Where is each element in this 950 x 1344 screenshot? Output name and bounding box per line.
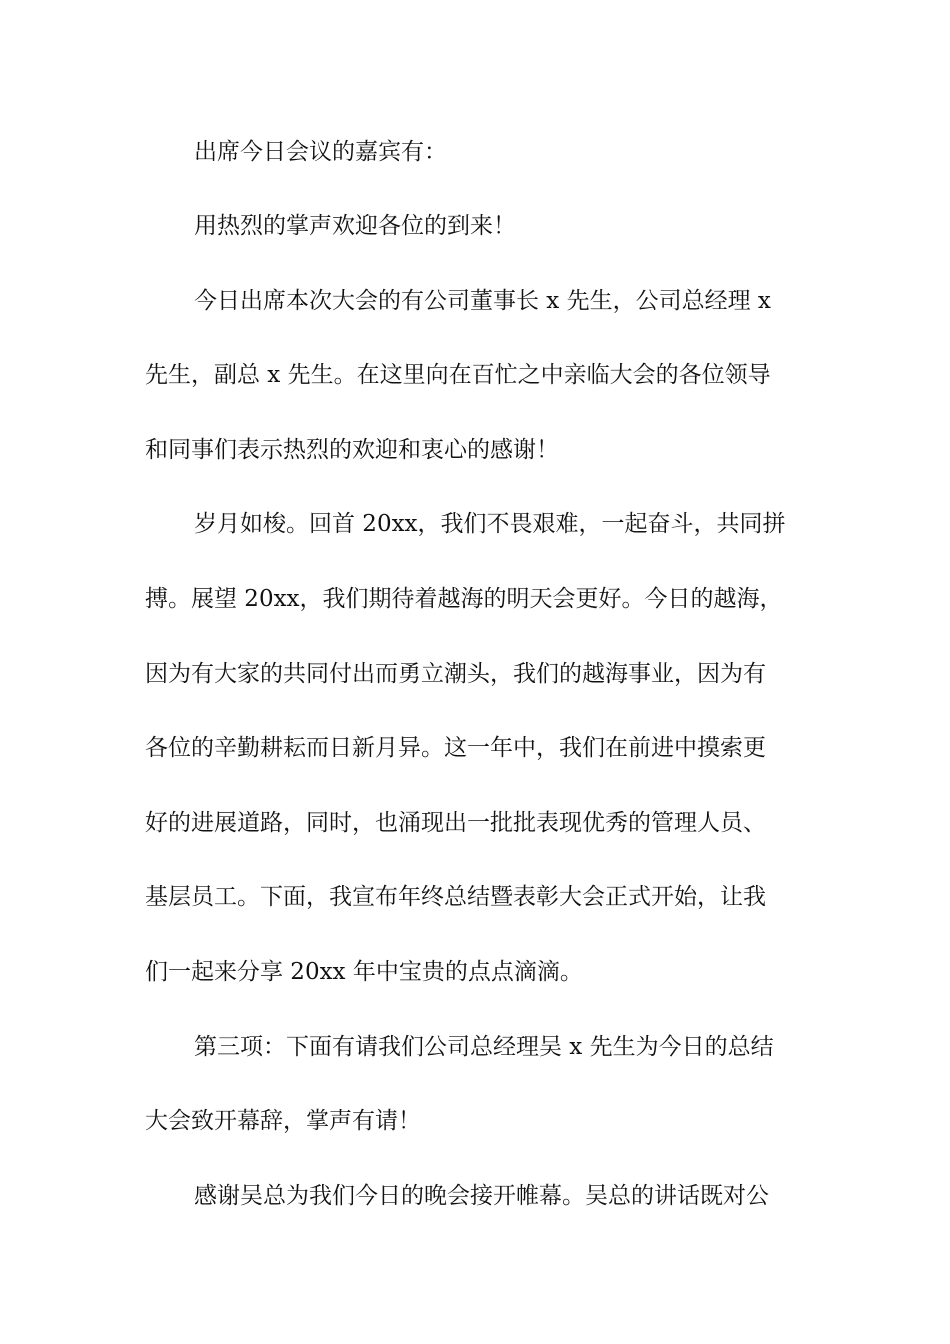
paragraph-line: 因为有大家的共同付出而勇立潮头，我们的越海事业，因为有 (145, 661, 766, 687)
paragraph-line: 和同事们表示热烈的欢迎和衷心的感谢！ (145, 437, 559, 463)
paragraph-line: 出席今日会议的嘉宾有： (194, 139, 447, 165)
paragraph-line: 好的进展道路，同时，也涌现出一批批表现优秀的管理人员、 (145, 810, 766, 836)
paragraph-line: 岁月如梭。回首 20xx，我们不畏艰难，一起奋斗，共同拼 (194, 511, 786, 537)
paragraph-line: 基层员工。下面，我宣布年终总结暨表彰大会正式开始，让我 (145, 884, 766, 910)
paragraph-line: 大会致开幕辞，掌声有请！ (145, 1108, 421, 1134)
paragraph-line: 感谢吴总为我们今日的晚会接开帷幕。吴总的讲话既对公 (194, 1183, 769, 1209)
paragraph-line: 今日出席本次大会的有公司董事长 x 先生，公司总经理 x (194, 288, 771, 314)
paragraph-line: 第三项：下面有请我们公司总经理吴 x 先生为今日的总结 (194, 1034, 774, 1060)
paragraph-line: 搏。展望 20xx，我们期待着越海的明天会更好。今日的越海， (145, 586, 783, 612)
paragraph-line: 先生，副总 x 先生。在这里向在百忙之中亲临大会的各位领导 (145, 362, 771, 388)
paragraph-line: 各位的辛勤耕耘而日新月异。这一年中，我们在前进中摸索更 (145, 735, 766, 761)
paragraph-line: 用热烈的掌声欢迎各位的到来！ (194, 213, 516, 239)
paragraph-line: 们一起来分享 20xx 年中宝贵的点点滴滴。 (145, 959, 583, 985)
